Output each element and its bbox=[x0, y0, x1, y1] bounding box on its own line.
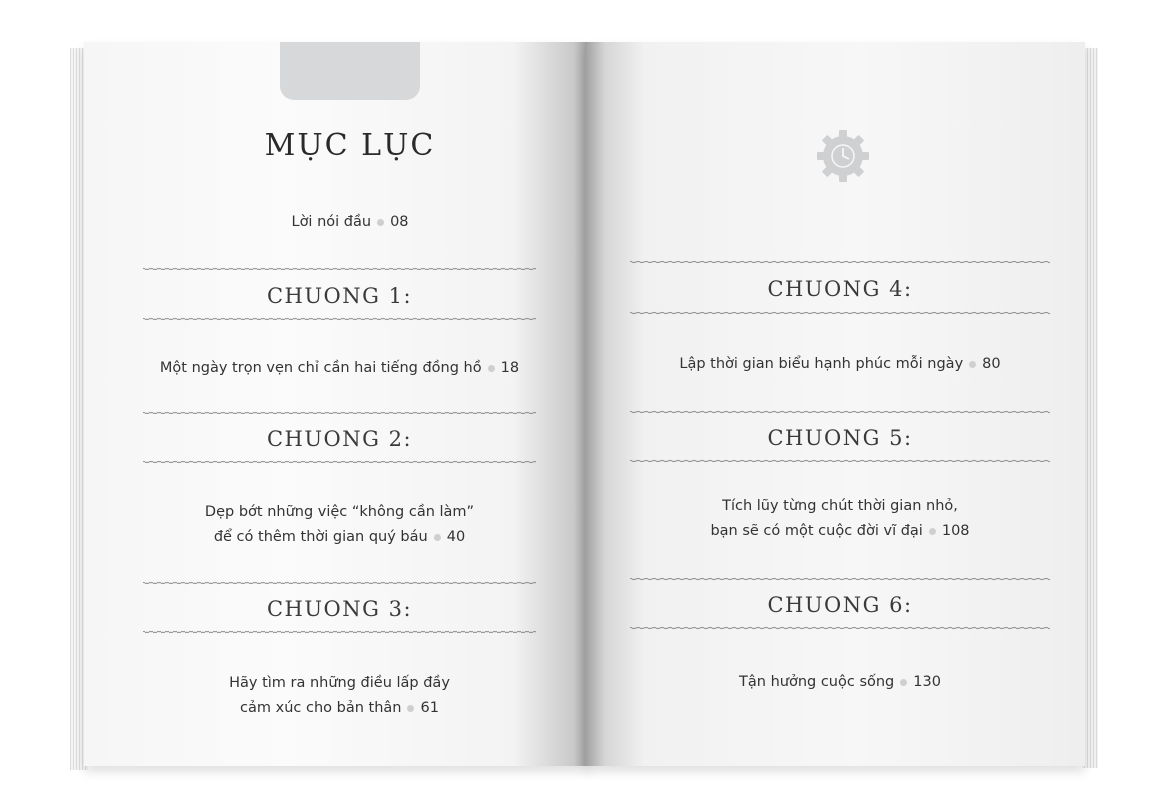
wavy-divider bbox=[143, 580, 536, 586]
bullet-dot bbox=[488, 365, 495, 372]
toc-title: MỤC LỤC bbox=[264, 128, 436, 163]
bullet-dot bbox=[969, 361, 976, 368]
chapter-5-entry bbox=[630, 494, 1050, 544]
chapter-4-page: 80 bbox=[982, 356, 1001, 372]
chapter-4-title: Lập thời gian biểu hạnh phúc mỗi ngày bbox=[679, 356, 964, 372]
chapter-6-page: 130 bbox=[913, 674, 941, 690]
bullet-dot bbox=[407, 705, 414, 712]
bullet-dot bbox=[900, 679, 907, 686]
chapter-5-title-line-2: bạn sẽ có một cuộc đời vĩ đại bbox=[710, 523, 923, 539]
bullet-dot bbox=[434, 534, 441, 541]
wavy-divider bbox=[630, 625, 1050, 631]
chapter-5-heading: CHUONG 5: bbox=[767, 426, 913, 450]
chapter-4-heading: CHUONG 4: bbox=[767, 277, 913, 301]
bookmark-tab bbox=[280, 42, 420, 100]
chapter-2-heading: CHUONG 2: bbox=[266, 427, 413, 451]
chapter-1-entry bbox=[143, 356, 536, 381]
chapter-1-page: 18 bbox=[500, 360, 520, 376]
wavy-divider bbox=[143, 629, 536, 635]
chapter-6-title: Tận hưởng cuộc sống bbox=[739, 674, 895, 690]
chapter-2-title-line-1: Dẹp bớt những việc “không cần làm” bbox=[204, 504, 475, 520]
chapter-5-title-line-1: Tích lũy từng chút thời gian nhỏ, bbox=[722, 498, 958, 514]
chapter-2-entry bbox=[143, 500, 536, 550]
preface-page: 08 bbox=[390, 214, 409, 230]
wavy-divider bbox=[630, 259, 1050, 265]
chapter-3-page: 61 bbox=[420, 700, 439, 716]
chapter-3-heading: CHUONG 3: bbox=[266, 597, 413, 621]
chapter-4-entry bbox=[630, 352, 1050, 377]
preface-label: Lời nói đầu bbox=[291, 214, 372, 230]
wavy-divider bbox=[143, 410, 536, 416]
chapter-5-page: 108 bbox=[941, 523, 970, 539]
chapter-3-entry bbox=[143, 671, 536, 721]
clock-gear-icon bbox=[813, 126, 873, 186]
bullet-dot bbox=[377, 219, 384, 226]
wavy-divider bbox=[143, 316, 536, 322]
chapter-3-title-line-2: cảm xúc cho bản thân bbox=[240, 700, 402, 716]
chapter-2-title-line-2: để có thêm thời gian quý báu bbox=[213, 529, 428, 545]
wavy-divider bbox=[630, 310, 1050, 316]
chapter-6-heading: CHUONG 6: bbox=[767, 593, 913, 617]
bullet-dot bbox=[929, 528, 936, 535]
chapter-2-page: 40 bbox=[446, 529, 466, 545]
wavy-divider bbox=[630, 458, 1050, 464]
preface-entry bbox=[200, 210, 500, 235]
wavy-divider bbox=[143, 266, 536, 272]
wavy-divider bbox=[630, 409, 1050, 415]
wavy-divider bbox=[143, 459, 536, 465]
chapter-6-entry bbox=[630, 670, 1050, 695]
chapter-1-heading: CHUONG 1: bbox=[266, 284, 413, 308]
wavy-divider bbox=[630, 576, 1050, 582]
chapter-1-title: Một ngày trọn vẹn chỉ cần hai tiếng đồng hồ bbox=[159, 360, 482, 376]
chapter-3-title-line-1: Hãy tìm ra những điều lấp đầy bbox=[229, 675, 450, 691]
